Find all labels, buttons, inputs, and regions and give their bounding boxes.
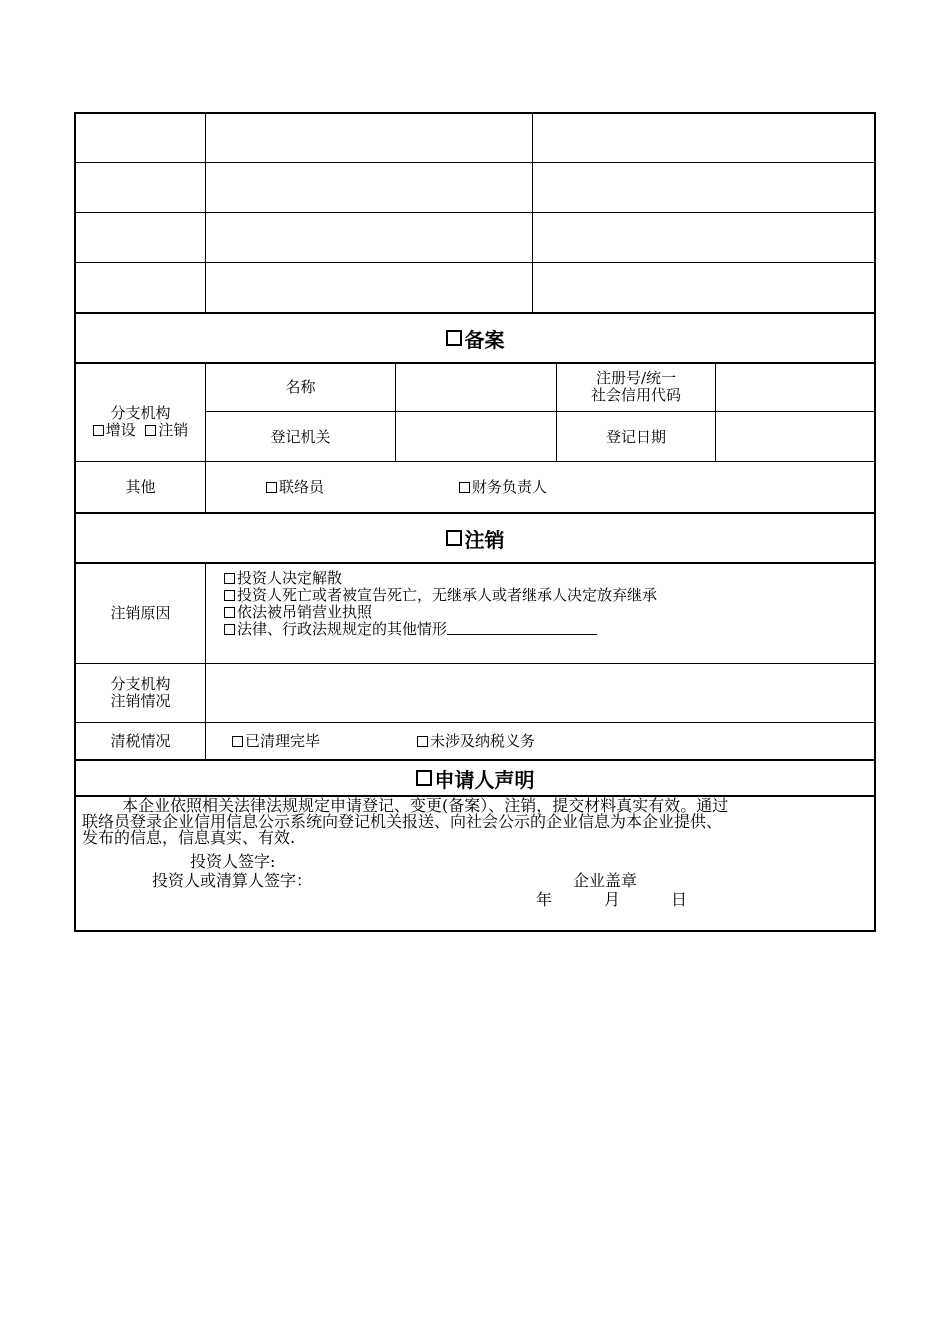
reason-item[interactable]	[224, 604, 864, 621]
reg-no-field[interactable]	[716, 363, 874, 411]
other-reason-blank[interactable]	[447, 622, 597, 635]
declaration-title-text: 申请人声明	[434, 767, 535, 792]
liaison-label: 联络员	[279, 477, 325, 496]
reg-no-label-line1: 注册号/统一	[595, 369, 677, 387]
tax-cleared-label: 已清理完毕	[245, 731, 321, 750]
declaration-text-line2: 联络员登录企业信用信息公示系统向登记机关报送、向社会公示的企业信息为本企业提供、	[82, 812, 723, 831]
branch-cancel-label-line2: 注销情况	[110, 692, 171, 710]
reason-checkbox[interactable]	[224, 590, 235, 601]
reason-checkbox[interactable]	[224, 624, 235, 635]
no-tax-option[interactable]	[417, 733, 535, 750]
reg-no-label-cell	[557, 363, 715, 411]
branch-cancel-field[interactable]	[206, 664, 874, 722]
finance-checkbox[interactable]	[459, 482, 470, 493]
declaration-body	[82, 798, 868, 846]
top-row-divider	[76, 212, 874, 213]
authority-field[interactable]	[396, 412, 556, 462]
branch-label: 分支机构	[110, 403, 171, 422]
no-tax-label: 未涉及纳税义务	[430, 731, 536, 750]
declaration-text-line1: 本企业依照相关法律法规规定申请登记、变更(备案）、注销，提交材料真实有效。通过	[122, 796, 729, 815]
name-label: 名称	[285, 377, 316, 396]
top-row-divider	[76, 262, 874, 263]
other-options	[206, 462, 874, 512]
reason-checkbox[interactable]	[224, 607, 235, 618]
declaration-checkbox[interactable]	[416, 770, 432, 786]
branch-label-cell	[76, 364, 205, 461]
tax-cleared-option[interactable]	[232, 733, 320, 750]
top-col-divider-1	[205, 114, 206, 312]
branch-cancel-label-cell	[76, 664, 205, 722]
branch-cancel-checkbox[interactable]	[145, 425, 156, 436]
reason-text: 依法被吊销营业执照	[237, 603, 373, 621]
cancellation-title-text: 注销	[464, 527, 505, 552]
reason-text: 投资人死亡或者被宣告死亡，无继承人或者继承人决定放弃继承	[237, 586, 658, 604]
name-field[interactable]	[396, 363, 556, 411]
reason-text: 投资人决定解散	[237, 569, 343, 587]
cancellation-section-title[interactable]	[76, 514, 874, 562]
registration-form	[74, 112, 876, 932]
no-tax-checkbox[interactable]	[417, 736, 428, 747]
cancellation-checkbox[interactable]	[446, 530, 462, 546]
finance-option[interactable]	[459, 479, 547, 496]
other-label: 其他	[125, 477, 156, 496]
reg-date-label: 登记日期	[605, 427, 666, 446]
liaison-option[interactable]	[266, 479, 324, 496]
tax-cleared-checkbox[interactable]	[232, 736, 243, 747]
reason-item[interactable]	[224, 621, 864, 638]
liquidator-sign-label: 投资人或清算人签字：	[152, 871, 313, 890]
seal-label: 企业盖章	[573, 871, 638, 890]
reason-list	[224, 570, 864, 638]
date-year: 年	[536, 890, 553, 909]
declaration-section-title[interactable]	[76, 761, 874, 795]
tax-options	[206, 723, 874, 759]
reason-checkbox[interactable]	[224, 573, 235, 584]
finance-label: 财务负责人	[472, 477, 548, 496]
branch-cancel-label: 注销	[158, 420, 189, 439]
reason-text: 法律、行政法规规定的其他情形	[237, 620, 448, 638]
investor-sign-label: 投资人签字:	[190, 852, 276, 871]
branch-options	[93, 422, 189, 439]
branch-cancel-label-line1: 分支机构	[110, 675, 171, 693]
reason-item[interactable]	[224, 587, 864, 604]
filing-title-text: 备案	[464, 327, 505, 352]
date-month: 月	[604, 890, 621, 909]
authority-label: 登记机关	[270, 427, 331, 446]
reg-no-label-line2: 社会信用代码	[590, 386, 681, 404]
top-col-divider-2	[532, 114, 533, 312]
filing-section-title[interactable]	[76, 314, 874, 362]
reason-label: 注销原因	[110, 604, 171, 622]
reason-item[interactable]	[224, 570, 864, 587]
top-row-divider	[76, 162, 874, 163]
tax-label: 清税情况	[110, 731, 171, 750]
signature-area[interactable]	[306, 852, 536, 892]
filing-checkbox[interactable]	[446, 330, 462, 346]
branch-add-checkbox[interactable]	[93, 425, 104, 436]
date-day: 日	[671, 890, 688, 909]
liaison-checkbox[interactable]	[266, 482, 277, 493]
declaration-text-line3: 发布的信息，信息真实、有效.	[82, 828, 296, 847]
branch-add-label: 增设	[105, 420, 136, 439]
reg-date-field[interactable]	[716, 412, 874, 462]
